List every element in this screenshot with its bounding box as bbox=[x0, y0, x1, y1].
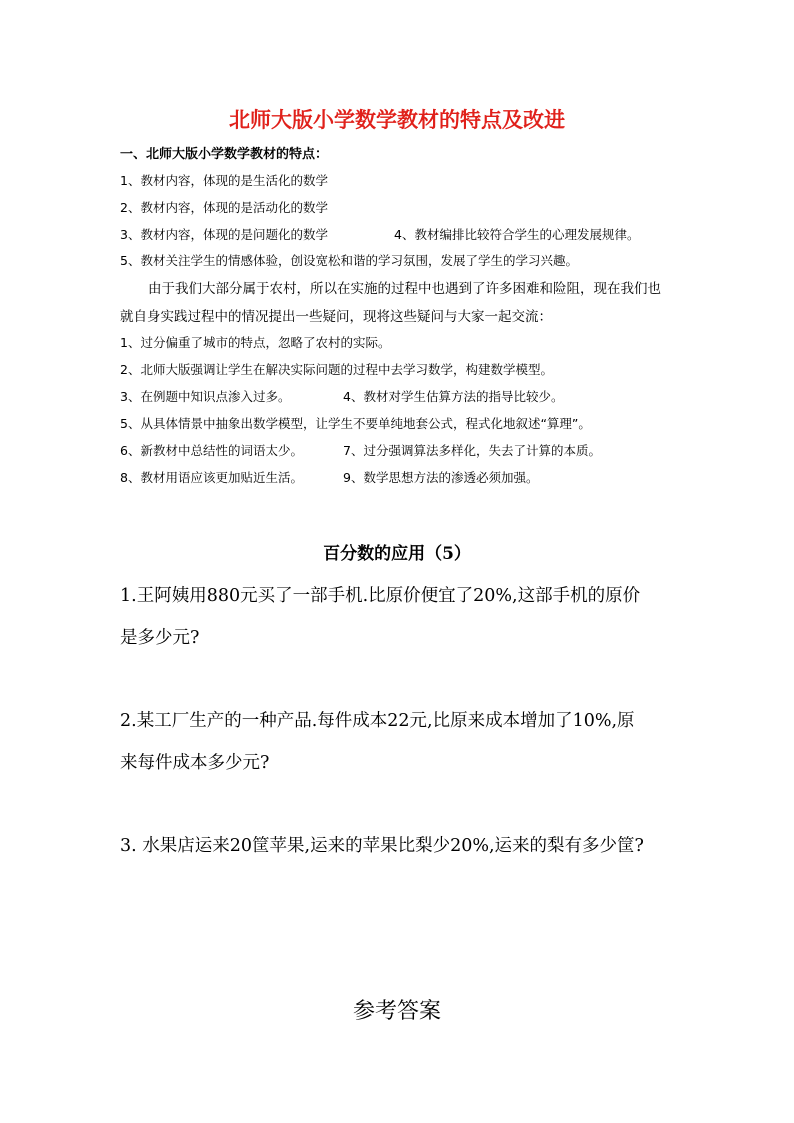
section-heading: 一、北师大版小学数学教材的特点： bbox=[120, 147, 329, 162]
problem-1-line2: 是多少元? bbox=[120, 628, 200, 648]
problem-1-line1: 1.王阿姨用880元买了一部手机.比原价便宜了20%,这部手机的原价 bbox=[120, 586, 641, 606]
issue-item-8: 8、教材用语应该更加贴近生活。 bbox=[120, 470, 303, 485]
problem-2-line1: 2.某工厂生产的一种产品.每件成本22元,比原来成本增加了10%,原 bbox=[120, 711, 635, 731]
page-title: 北师大版小学数学教材的特点及改进 bbox=[229, 108, 565, 132]
issue-item-4: 4、教材对学生估算方法的指导比较少。 bbox=[343, 389, 564, 404]
intro-paragraph-line2: 就自身实践过程中的情况提出一些疑问，现将这些疑问与大家一起交流： bbox=[120, 309, 552, 325]
feature-item-1: 1、教材内容，体现的是生活化的数学 bbox=[120, 173, 328, 188]
issue-item-6: 6、新教材中总结性的词语太少。 bbox=[120, 443, 303, 458]
issue-item-1: 1、过分偏重了城市的特点，忽略了农村的实际。 bbox=[120, 335, 391, 350]
issue-item-3: 3、在例题中知识点渗入过多。 bbox=[120, 389, 291, 404]
issue-item-2: 2、北师大版强调让学生在解决实际问题的过程中去学习数学，构建数学模型。 bbox=[120, 362, 553, 377]
answers-heading: 参考答案 bbox=[352, 999, 441, 1024]
problem-2-line2: 来每件成本多少元? bbox=[120, 753, 270, 773]
feature-item-2: 2、教材内容，体现的是活动化的数学 bbox=[120, 200, 328, 215]
exercise-heading: 百分数的应用（5） bbox=[323, 544, 471, 564]
feature-item-3: 3、教材内容，体现的是问题化的数学 bbox=[120, 227, 328, 242]
issue-item-5: 5、从具体情景中抽象出数学模型，让学生不要单纯地套公式，程式化地叙述“算理”。 bbox=[120, 416, 591, 431]
intro-paragraph-line1: 由于我们大部分属于农村，所以在实施的过程中也遇到了许多困难和险阻，现在我们也 bbox=[148, 281, 661, 297]
issue-item-7: 7、过分强调算法多样化，失去了计算的本质。 bbox=[343, 443, 601, 458]
feature-item-5: 5、教材关注学生的情感体验，创设宽松和谐的学习氛围，发展了学生的学习兴趣。 bbox=[120, 253, 578, 268]
issue-item-9: 9、数学思想方法的渗透必须加强。 bbox=[343, 470, 539, 485]
problem-3-line1: 3. 水果店运来20筐苹果,运来的苹果比梨少20%,运来的梨有多少筐? bbox=[120, 836, 644, 856]
feature-item-4: 4、教材编排比较符合学生的心理发展规律。 bbox=[394, 227, 640, 242]
